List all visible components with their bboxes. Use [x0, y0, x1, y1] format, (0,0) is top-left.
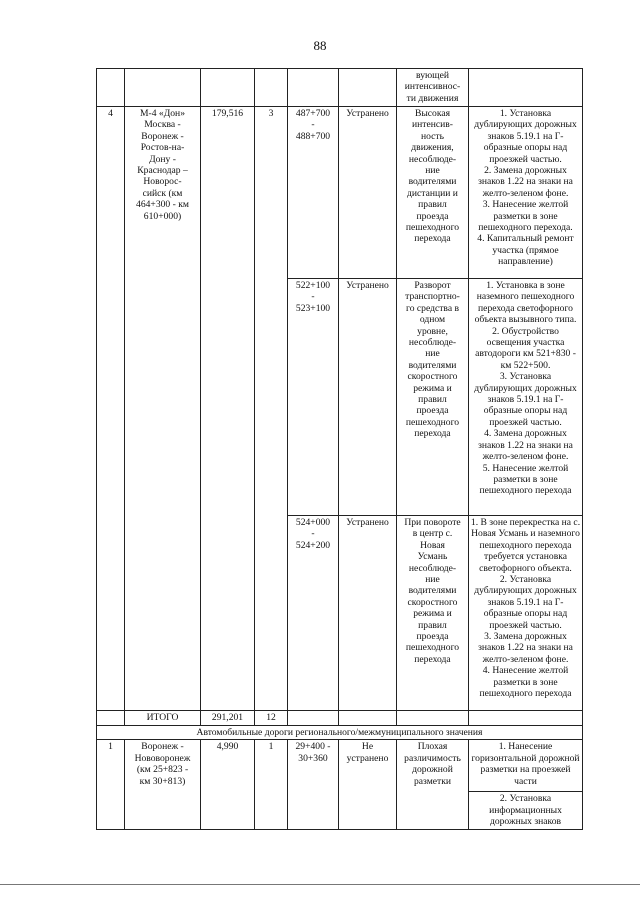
- cell: [97, 711, 125, 726]
- site-location: 29+400 - 30+360: [288, 740, 339, 829]
- site-reason: При повороте в центр с. Новая Усмань несоблюде- ние водителями скоростного режима и правил проезда пешеходного перехода: [397, 516, 469, 711]
- site-status: Устранено: [339, 516, 397, 711]
- cell: [255, 69, 288, 107]
- cell: [97, 69, 125, 107]
- site-reason: Высокая интенсив- ность движения, несоблюде- ние водителями дистанции и правил проезда пешеходного перехода: [397, 107, 469, 279]
- reason-cell: вующей интенсивнос- ти движения: [397, 69, 469, 107]
- page-number: 88: [313, 38, 327, 53]
- site-reason: Плохая различимость дорожной разметки: [397, 740, 469, 829]
- cell: [397, 711, 469, 726]
- cell: [201, 69, 255, 107]
- total-row: [97, 711, 583, 726]
- site-status: Устранено: [339, 107, 397, 279]
- site-status: Устранено: [339, 279, 397, 516]
- section-header-row: [97, 726, 583, 740]
- site-location: 524+000 - 524+200: [288, 516, 339, 711]
- cell: [339, 711, 397, 726]
- continuation-row: [97, 69, 583, 107]
- total-label: ИТОГО: [125, 711, 201, 726]
- bottom-rule: [0, 884, 640, 885]
- site-count: 1: [255, 740, 288, 829]
- road-name: М-4 «Дон» Москва - Воронеж - Ростов-на- Дону - Краснодар – Новорос- сийск (км 464+300 - км 610+000): [125, 107, 201, 711]
- total-count: 12: [255, 711, 288, 726]
- site-count: 3: [255, 107, 288, 711]
- cell: [469, 69, 583, 107]
- road-number: 4: [97, 107, 125, 711]
- site-status: Не устранено: [339, 740, 397, 829]
- cell: [288, 69, 339, 107]
- site-measures: 1. Установка дублирующих дорожных знаков 5.19.1 на Г- образные опоры над проезжей частью. 2. Замена дорожных знаков 1.22 на знаки на желто-зеленом фоне. 3. Нанесение желтой разметки в зоне пешеходного перехода. 4. Капитальный ремонт участка (прямое направление): [469, 107, 583, 279]
- site-location: 487+700 - 488+700: [288, 107, 339, 279]
- site-measures: 2. Установка информационных дорожных знаков: [469, 792, 583, 829]
- cell: [125, 69, 201, 107]
- road-length: 4,990: [201, 740, 255, 829]
- site-measures: 1. В зоне перекрестка на с. Новая Усмань и наземного пешеходного перехода требуется установка светофорного объекта. 2. Установка дублирующих дорожных знаков 5.19.1 на Г- образные опоры над проезжей частью. 3. Замена дорожных знаков 1.22 на знаки на желто-зеленом фоне. 4. Нанесение желтой разметки в зоне пешеходного перехода: [469, 516, 583, 711]
- cell: [469, 711, 583, 726]
- road-length: 179,516: [201, 107, 255, 711]
- total-length: 291,201: [201, 711, 255, 726]
- section-header: Автомобильные дороги регионального/межмуниципального значения: [97, 726, 583, 740]
- site-measures: 1. Установка в зоне наземного пешеходного перехода светофорного объекта вызывного типа. 2. Обустройство освещения участка автодороги км 521+830 - км 522+500. 3. Установка дублирующих дорожных знаков 5.19.1 на Г- образные опоры над проезжей частью. 4. Замена дорожных знаков 1.22 на знаки на желто-зеленом фоне. 5. Нанесение желтой разметки в зоне пешеходного перехода: [469, 279, 583, 516]
- cell: [288, 711, 339, 726]
- table-row: [97, 740, 583, 792]
- road-name: Воронеж - Нововоронеж (км 25+823 - км 30+813): [125, 740, 201, 829]
- road-number: 1: [97, 740, 125, 829]
- site-reason: Разворот транспортно- го средства в одном уровне, несоблюде- ние водителями скоростного режима и правил проезда пешеходного перехода: [397, 279, 469, 516]
- cell: [339, 69, 397, 107]
- site-measures: 1. Нанесение горизонтальной дорожной разметки на проезжей части: [469, 740, 583, 792]
- table-row: [97, 107, 583, 279]
- site-location: 522+100 - 523+100: [288, 279, 339, 516]
- road-safety-table: [96, 68, 583, 830]
